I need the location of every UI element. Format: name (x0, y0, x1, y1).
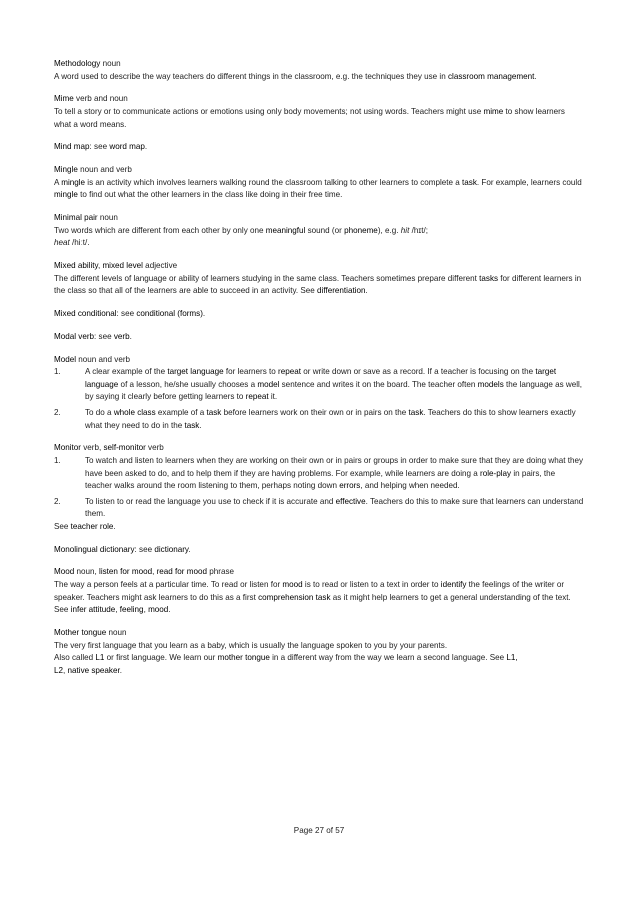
numbered-definition (54, 407, 584, 432)
glossary-keyword: verb (113, 331, 130, 341)
glossary-keyword: listen for mood (99, 567, 153, 577)
glossary-keyword: dictionary (154, 544, 189, 554)
glossary-keyword: phoneme (344, 225, 378, 235)
glossary-keyword: mother tongue (217, 653, 270, 663)
glossary-entry (54, 331, 584, 344)
glossary-keyword: Mind map (54, 142, 90, 152)
text-run: noun and verb (76, 354, 131, 364)
text-run: for different learners in the class so that all of the learners are able to succeed in an activity. See (54, 273, 582, 296)
entry-definition (54, 177, 584, 202)
text-run: or first language. We learn our (104, 653, 218, 663)
glossary-keyword: Mood (54, 567, 75, 577)
text-run: . (129, 331, 132, 341)
glossary-keyword: Mingle (54, 165, 78, 175)
glossary-keyword: word map (109, 142, 145, 152)
glossary-entry (54, 544, 584, 557)
glossary-keyword: repeat (278, 367, 301, 377)
glossary-keyword: Modal verb (54, 331, 95, 341)
text-run: in a different way from the way we learn a second language. See (269, 653, 507, 663)
glossary-keyword: mingle (54, 190, 78, 200)
glossary-keyword: Minimal pair (54, 213, 98, 223)
item-number: 1. (54, 455, 61, 465)
text-run: . (199, 420, 202, 430)
numbered-definition (54, 366, 584, 404)
glossary-keyword: model (257, 379, 280, 389)
item-number: 1. (54, 367, 61, 377)
text-run: . (113, 521, 116, 531)
glossary-entry (54, 354, 584, 433)
text-run: , (97, 261, 103, 271)
text-run: . For example, learners could (476, 177, 582, 187)
glossary-keyword: teacher role (70, 521, 114, 531)
entry-definition (54, 640, 584, 678)
glossary-keyword: mixed level (102, 261, 143, 271)
glossary-keyword: identify (440, 580, 467, 590)
glossary-keyword: effective (335, 496, 366, 506)
glossary-entry (54, 308, 584, 321)
entry-heading (54, 260, 584, 273)
text-run: is an activity which involves learners walking round the classroom talking to other learners to complete a (85, 177, 463, 187)
entry-heading (54, 93, 584, 106)
text-run: : see (134, 544, 155, 554)
glossary-entry (54, 164, 584, 202)
glossary-keyword: role-play (480, 468, 512, 478)
text-run: in pairs, the teacher walks around the room listening to them, perhaps noting down (85, 468, 556, 491)
text-run: . (188, 544, 191, 554)
text-run: verb, (81, 443, 104, 453)
glossary-entry (54, 566, 584, 616)
entry-heading (54, 627, 584, 640)
entry-heading (54, 164, 584, 177)
text-run: heat (54, 238, 70, 248)
text-run: noun and verb (77, 165, 132, 175)
text-run: See (54, 521, 71, 531)
item-number: 2. (54, 496, 61, 506)
glossary-entry (54, 212, 584, 250)
page-footer: Page 27 of 57 (293, 826, 345, 835)
text-run: sentence and writes it on the board. The teacher often (279, 379, 478, 389)
text-run: To tell a story or to communicate actions or emotions using only body movements; not using words. Teachers might use (54, 106, 484, 116)
glossary-keyword: mingle (61, 177, 86, 187)
text-run: . (202, 309, 206, 319)
text-run: Two words which are different from each other by only one (54, 225, 266, 235)
glossary-page (54, 58, 584, 688)
entry-see-also (54, 521, 584, 534)
entry-definition (54, 106, 584, 131)
glossary-keyword: task (184, 420, 200, 430)
glossary-keyword: differentiation (317, 286, 366, 296)
glossary-keyword: Model (54, 354, 77, 364)
text-run: . Teachers do this to show learners exactly what they need to do in the (85, 407, 576, 430)
text-run: noun (106, 628, 127, 638)
text-run: /hiːt/. (69, 238, 90, 248)
entry-definition (54, 225, 584, 250)
entry-heading (54, 212, 584, 225)
glossary-keyword: Methodology (54, 59, 101, 68)
text-run: , (115, 605, 120, 615)
text-run: noun (100, 59, 121, 68)
text-run: , and helping when needed. (360, 481, 460, 491)
glossary-entry (54, 141, 584, 154)
text-run: , (63, 665, 68, 675)
entry-heading (54, 308, 584, 321)
glossary-keyword: Mixed ability (54, 261, 98, 271)
text-run: sound (or (305, 225, 345, 235)
numbered-definitions (54, 366, 584, 432)
text-run: : see (116, 309, 137, 319)
text-run: before learners work on their own or in pairs on the (221, 407, 409, 417)
text-run: phrase (207, 567, 234, 577)
glossary-keyword: tasks (479, 273, 499, 283)
glossary-keyword: self-monitor (103, 443, 146, 453)
glossary-keyword: Mime (54, 94, 74, 104)
text-run: verb (145, 443, 164, 453)
text-run: A (54, 177, 62, 187)
numbered-definitions (54, 455, 584, 521)
glossary-keyword: infer attitude (70, 605, 116, 615)
glossary-keyword: L1, (506, 653, 518, 663)
glossary-keyword: Mixed conditional (54, 309, 117, 319)
text-run: it. (268, 392, 278, 402)
glossary-keyword: feeling (119, 605, 144, 615)
glossary-keyword: Mother tongue (54, 628, 107, 638)
text-run: . (168, 605, 171, 615)
item-text (85, 497, 583, 519)
entry-heading (54, 141, 584, 154)
entry-heading (54, 544, 584, 557)
text-run: ), e.g. (377, 225, 401, 235)
glossary-entry (54, 58, 584, 83)
glossary-keyword: L1 (95, 653, 105, 663)
text-run: /hɪt/; (409, 225, 428, 235)
text-run: or write down or save as a record. If a teacher is focusing on the (301, 367, 536, 377)
item-text (85, 367, 582, 401)
entry-definition (54, 71, 584, 84)
text-run: . (119, 665, 122, 675)
text-run: hit (400, 225, 410, 235)
entry-heading (54, 354, 584, 367)
glossary-keyword: mood (282, 580, 303, 590)
text-run: The way a person feels at a particular time. To read or listen for (54, 580, 283, 590)
entry-definition (54, 273, 584, 298)
glossary-keyword: conditional (forms) (136, 309, 203, 319)
text-run: . (144, 142, 148, 152)
text-run: . (534, 71, 537, 81)
text-run: verb and noun (73, 94, 128, 104)
entry-heading (54, 566, 584, 579)
numbered-definition (54, 455, 584, 493)
glossary-keyword: models (477, 379, 504, 389)
item-text (85, 408, 576, 430)
glossary-keyword: task (206, 407, 222, 417)
entry-heading (54, 442, 584, 455)
text-run: , (143, 605, 149, 615)
glossary-keyword: mood (148, 605, 169, 615)
text-run: to show learners what a word means. (54, 106, 565, 129)
glossary-entry (54, 627, 584, 677)
glossary-keyword: repeat (245, 392, 269, 402)
text-run: A word used to describe the way teachers do different things in the classroom, e.g. the techniques they use in (54, 71, 448, 81)
text-run: noun (97, 213, 118, 223)
text-run: of a lesson, he/she usually chooses a (118, 379, 258, 389)
text-run: is to read or listen to a text in order to (302, 580, 441, 590)
text-run: to find out what the other learners in the class like doing in their free time. (77, 190, 343, 200)
text-run: , (152, 567, 157, 577)
glossary-keyword: native speaker (67, 665, 120, 675)
entry-definition (54, 579, 584, 617)
text-run: . (365, 286, 368, 296)
text-run: A clear example of the (85, 367, 168, 377)
entry-heading (54, 58, 584, 71)
text-run: for learners to (223, 367, 279, 377)
entry-heading (54, 331, 584, 344)
item-text (85, 456, 583, 490)
text-run: the language as well, by saying it clearly before getting learners to (85, 379, 583, 402)
glossary-keyword: classroom management (447, 71, 535, 81)
glossary-keyword: Monolingual dictionary (54, 544, 135, 554)
item-number: 2. (54, 407, 61, 417)
glossary-keyword: target language (85, 367, 557, 389)
glossary-entry (54, 260, 584, 298)
text-run: To watch and listen to learners when they are working on their own or in pairs or groups in order to make sure that they are doing what they have been asked to do, and to help them if they are having problems. For example, while learners are doing a (85, 455, 584, 478)
text-run: noun, (74, 567, 100, 577)
text-run: : see (94, 331, 114, 341)
glossary-entry (54, 442, 584, 533)
glossary-keyword: meaningful (265, 225, 306, 235)
glossary-keyword: read for mood (156, 567, 207, 577)
glossary-keyword: mime (483, 106, 504, 116)
glossary-entry (54, 93, 584, 131)
glossary-keyword: task (462, 177, 477, 187)
glossary-keyword: whole class (113, 407, 156, 417)
numbered-definition (54, 496, 584, 521)
glossary-keyword: L2 (54, 665, 64, 675)
text-run: Also called (54, 653, 96, 663)
glossary-keyword: comprehension task (258, 592, 331, 602)
text-run: adjective (142, 261, 178, 271)
text-run: as it might help learners to get a general understanding of the text. See (54, 592, 571, 615)
glossary-keyword: errors (339, 481, 361, 491)
text-run: . Teachers do this to make sure that learners can understand them. (85, 496, 584, 519)
text-run: the feelings of the writer or speaker. Teachers might ask learners to do this as a first (54, 580, 565, 602)
text-run: : see (89, 142, 110, 152)
glossary-keyword: target language (167, 367, 224, 377)
text-run: To listen to or read the language you use to check if it is accurate and (85, 496, 336, 506)
glossary-entries (54, 58, 584, 677)
text-run: The different levels of language or ability of learners studying in the same class. Teachers sometimes prepare different (54, 273, 480, 283)
text-run: To do a (85, 407, 114, 417)
text-run: example of a (155, 407, 207, 417)
text-run: The very first language that you learn as a baby, which is usually the language spoken to you by your parents. (54, 640, 448, 650)
glossary-keyword: Monitor (54, 443, 81, 453)
glossary-keyword: task (408, 407, 424, 417)
